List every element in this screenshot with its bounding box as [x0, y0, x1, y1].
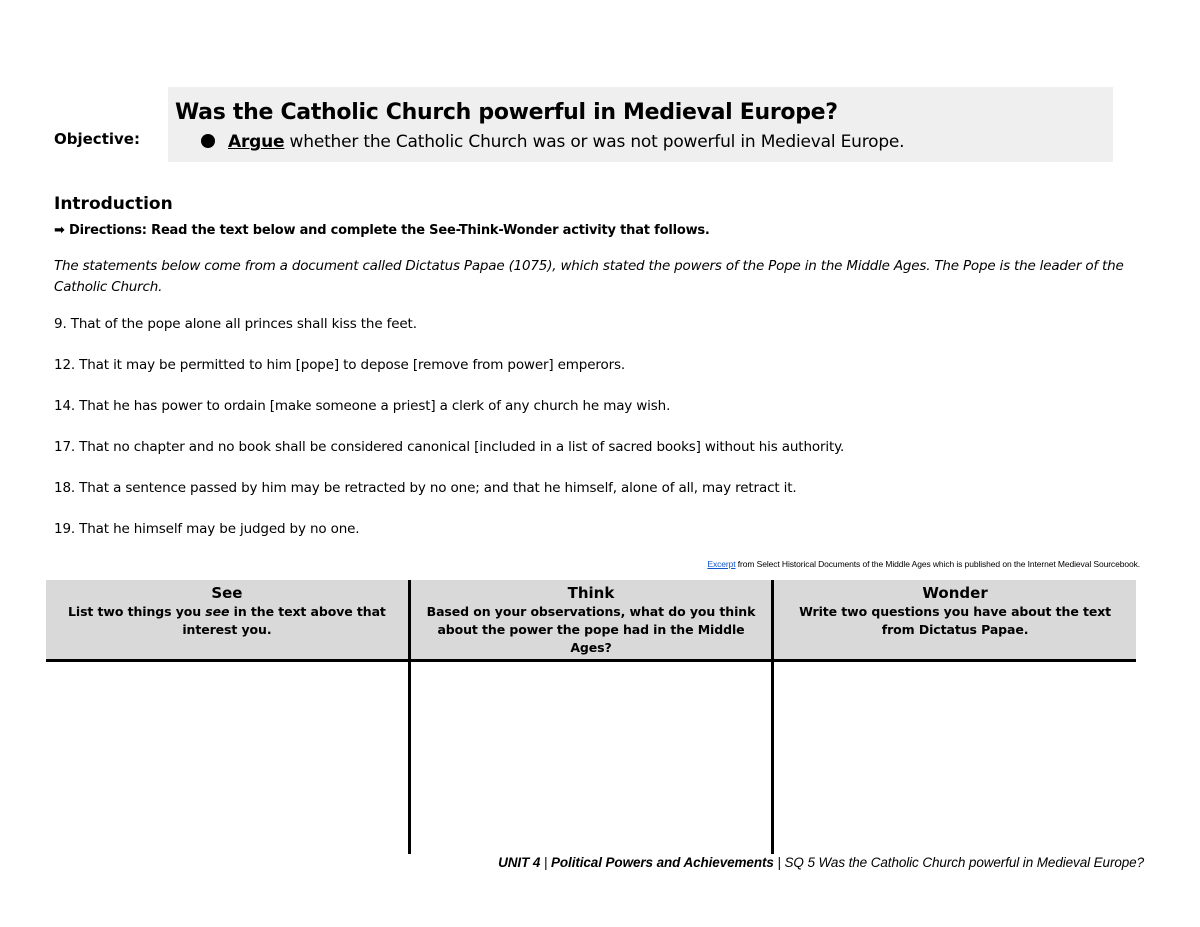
page-footer	[498, 855, 1144, 870]
statement-12: 12. That it may be permitted to him [pope] to depose [remove from power] emperors.	[54, 357, 626, 373]
wonder-column-header	[773, 580, 1136, 661]
footer-topic: Political Powers and Achievements	[551, 855, 774, 870]
wonder-instructions: Write two questions you have about the text from Dictatus Papae.	[799, 604, 1112, 637]
see-column-header	[46, 580, 409, 661]
footer-separator: |	[540, 855, 551, 870]
directions-text: Directions: Read the text below and complete the See-Think-Wonder activity that follows.	[69, 223, 710, 238]
statement-17: 17. That no chapter and no book shall be considered canonical [included in a list of sacred books] without his authority.	[54, 439, 845, 455]
objective-bullet	[201, 132, 904, 152]
intro-context: The statements below come from a document called Dictatus Papae (1075), which stated the powers of the Pope in the Middle Ages. The Pope is the leader of the Catholic Church.	[54, 258, 1124, 295]
statement-19: 19. That he himself may be judged by no one.	[54, 521, 360, 537]
statement-18: 18. That a sentence passed by him may be retracted by no one; and that he himself, alone of all, may retract it.	[54, 480, 797, 496]
page-title: Was the Catholic Church powerful in Medieval Europe?	[175, 100, 838, 125]
wonder-title: Wonder	[922, 584, 988, 602]
objective-label: Objective:	[54, 130, 140, 148]
see-instructions: List two things you see in the text above that interest you.	[68, 604, 386, 637]
argue-word: Argue	[228, 132, 285, 152]
bullet-icon	[201, 134, 215, 148]
excerpt-link[interactable]: Excerpt	[707, 559, 736, 569]
statement-14: 14. That he has power to ordain [make someone a priest] a clerk of any church he may wish.	[54, 398, 671, 414]
excerpt-source-text: from Select Historical Documents of the Middle Ages which is published on the Internet Medieval Sourcebook.	[735, 559, 1140, 569]
think-title: Think	[567, 584, 615, 602]
directions	[54, 223, 710, 238]
statement-9: 9. That of the pope alone all princes shall kiss the feet.	[54, 316, 417, 332]
see-think-wonder-table	[46, 580, 1136, 854]
see-answer-cell[interactable]	[46, 661, 409, 855]
footer-separator: |	[773, 855, 785, 870]
introduction-heading: Introduction	[54, 194, 173, 214]
excerpt-source	[707, 559, 1140, 569]
arrow-right-icon: ➡	[54, 223, 65, 238]
wonder-answer-cell[interactable]	[773, 661, 1136, 855]
see-title: See	[211, 584, 243, 602]
footer-unit: UNIT 4	[498, 855, 541, 870]
footer-question: SQ 5 Was the Catholic Church powerful in Medieval Europe?	[784, 855, 1144, 870]
objective-text: whether the Catholic Church was or was not powerful in Medieval Europe.	[284, 132, 905, 152]
think-answer-cell[interactable]	[409, 661, 772, 855]
think-column-header	[409, 580, 772, 661]
think-instructions: Based on your observations, what do you think about the power the pope had in the Middle Ages?	[426, 604, 756, 655]
